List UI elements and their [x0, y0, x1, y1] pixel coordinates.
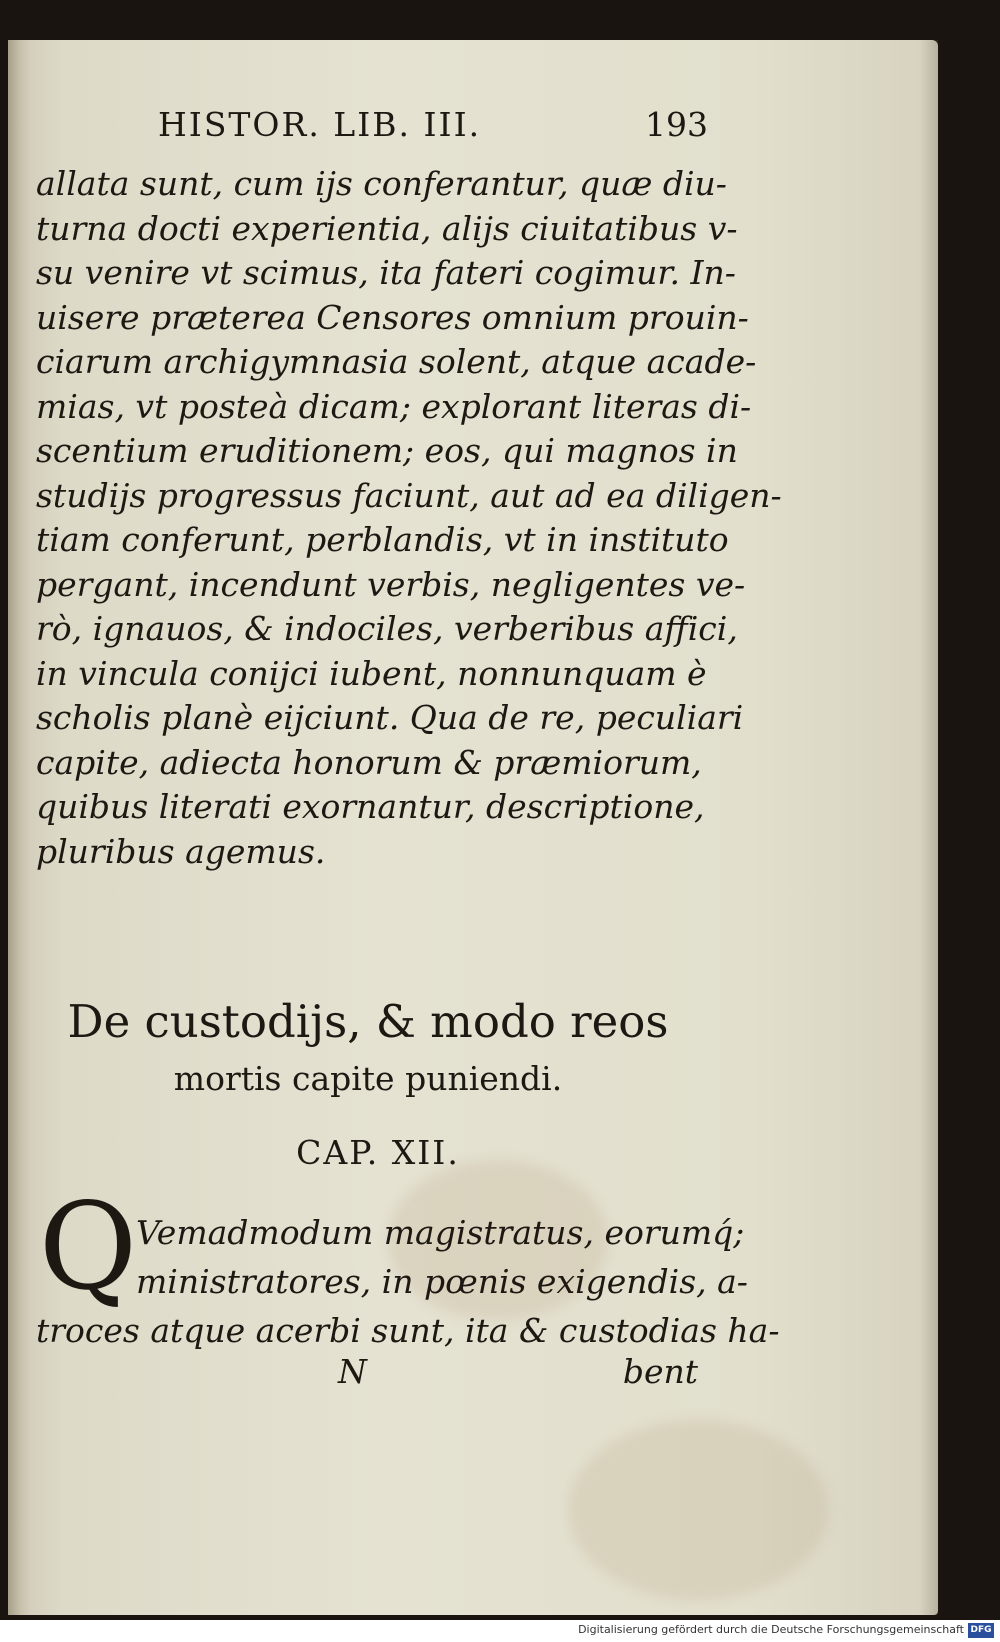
chapter-paragraph [36, 1208, 780, 1355]
text-line: uisere præterea Censores omnium prouin- [36, 297, 749, 337]
text-line: quibus literati exornantur, descriptione, [36, 787, 705, 826]
paper-stain [568, 1420, 828, 1600]
footer-bar [0, 1620, 1000, 1642]
signature-mark: N [338, 1352, 367, 1391]
page-number: 193 [645, 105, 708, 144]
text-line: troces atque acerbi sunt, ita & custodias ha- [36, 1311, 780, 1350]
catchword: bent [622, 1352, 698, 1391]
text-line: turna docti experientia, alijs ciuitatibus v- [36, 208, 738, 248]
text-line: pluribus agemus. [36, 831, 326, 871]
funding-credit: Digitalisierung gefördert durch die Deutsche Forschungsgemeinschaft [578, 1623, 964, 1636]
page-right-shadow [920, 40, 938, 1615]
text-line: in vincula conijci iubent, nonnunquam è [36, 653, 707, 693]
text-line: su venire vt scimus, ita fateri cogimur. In- [36, 253, 736, 292]
chapter-title-line-1: De custodijs, & modo reos [67, 995, 669, 1048]
chapter-number: CAP. XII. [296, 1133, 460, 1172]
dfg-logo: DFG [968, 1623, 994, 1638]
text-line: Vemadmodum magistratus, eorumq́; [136, 1213, 745, 1252]
drop-cap-initial: Q [38, 1178, 138, 1317]
text-line: ciarum archigymnasia solent, atque acade- [36, 342, 757, 381]
page-gutter-edge [8, 40, 30, 1615]
body-paragraph [36, 162, 782, 874]
text-line: scholis planè eijciunt. Qua de re, peculiari [36, 698, 744, 737]
book-page [8, 40, 938, 1615]
text-line: rò, ignauos, & indociles, verberibus affici, [36, 609, 738, 648]
running-head [158, 105, 708, 144]
chapter-heading [58, 990, 678, 1104]
text-line: allata sunt, cum ijs conferantur, quæ diu- [36, 164, 727, 203]
text-line: tiam conferunt, perblandis, vt in instituto [36, 520, 729, 559]
text-line: capite, adiecta honorum & præmiorum, [36, 742, 702, 782]
text-line: scentium eruditionem; eos, qui magnos in [36, 431, 738, 470]
text-line: mias, vt posteà dicam; explorant literas di- [36, 386, 752, 426]
chapter-title-line-2: mortis capite puniendi. [173, 1059, 563, 1098]
text-line: ministratores, in pœnis exigendis, a- [136, 1262, 748, 1301]
text-line: studijs progressus faciunt, aut ad ea diligen- [36, 475, 782, 515]
running-title: HISTOR. LIB. III. [158, 105, 482, 144]
text-line: pergant, incendunt verbis, negligentes ve- [36, 564, 746, 604]
